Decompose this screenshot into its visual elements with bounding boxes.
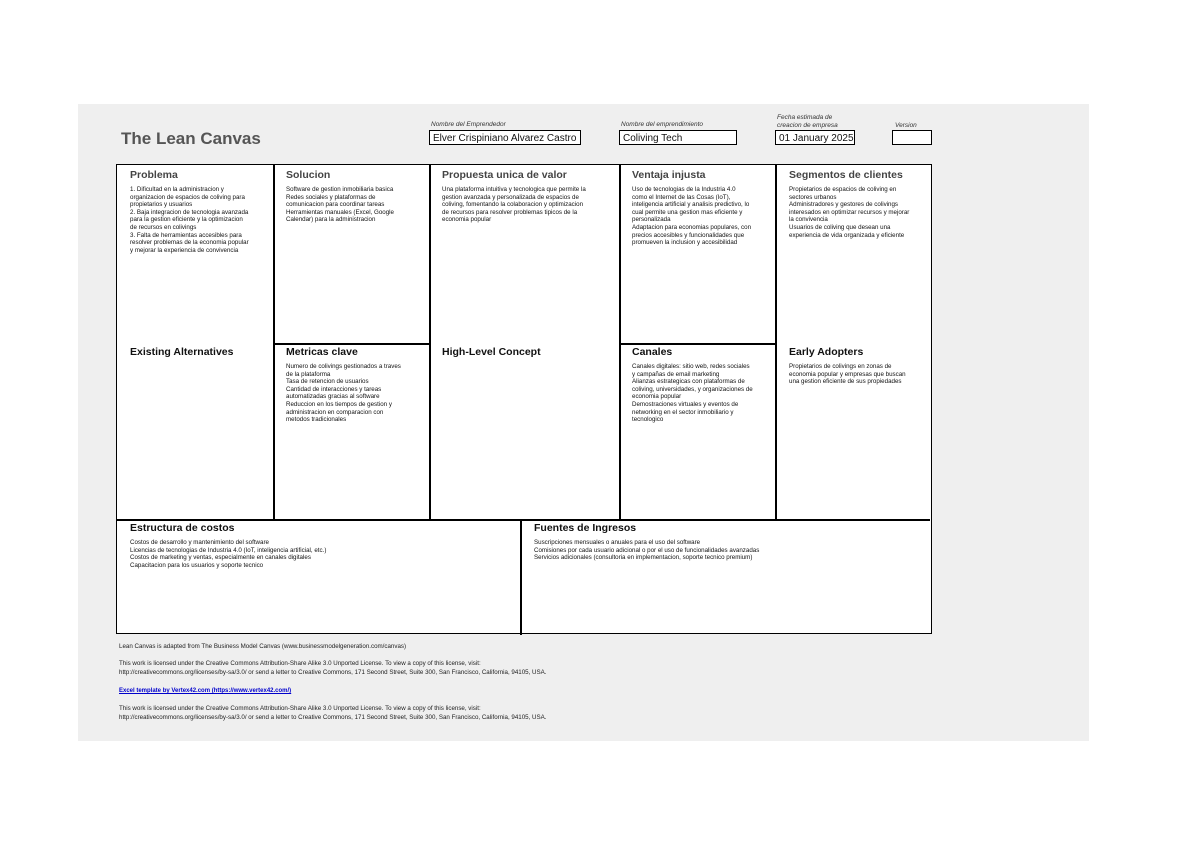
- text-line: la convivencia: [789, 216, 828, 224]
- text-line: Herramientas manuales (Excel, Google: [286, 208, 394, 216]
- text-line: de recursos en colivings: [130, 223, 197, 231]
- text-line: interesados en optimizar recursos y mejorar: [789, 208, 910, 216]
- section-metricas: [286, 346, 428, 424]
- metricas-body: [286, 363, 428, 424]
- text-line: cual permite una gestion mas eficiente y: [632, 208, 743, 216]
- text-line: experiencia de vida organizada y eficiente: [789, 231, 905, 239]
- high-level-concept-title: High-Level Concept: [442, 346, 541, 358]
- text-line: Redes sociales y plataformas de: [286, 193, 376, 201]
- divider-h-bottom: [117, 519, 930, 521]
- text-line: propietarios y usuarios: [130, 201, 193, 209]
- section-segmentos: [789, 169, 929, 239]
- text-line: automatizadas gracias al software: [286, 393, 380, 401]
- text-line: inteligencia artificial y analisis predictivo, lo: [632, 201, 750, 209]
- metricas-title: Metricas clave: [286, 346, 358, 358]
- propuesta-body: [442, 186, 617, 224]
- text-line: economia popular: [632, 393, 682, 401]
- solucion-body: [286, 186, 428, 224]
- text-line: 1. Dificultad en la administracion y: [130, 186, 224, 193]
- solucion-title: Solucion: [286, 169, 331, 181]
- text-line: y campañas de email marketing: [632, 370, 720, 378]
- ingresos-body: [534, 539, 924, 562]
- text-line: resolver problemas de la economia popular: [130, 239, 249, 247]
- footer-license-1a: This work is licensed under the Creative Commons Attribution-Share Alike 3.0 Unported License. To view a copy of this license, visit:: [119, 660, 481, 667]
- footer-adapted-text: Lean Canvas is adapted from The Business Model Canvas (www.businessmodelgeneration.com/canvas): [119, 643, 407, 650]
- costos-title: Estructura de costos: [130, 522, 235, 534]
- text-line: coliving, universidades, y organizaciones de: [632, 385, 753, 393]
- text-line: Uso de tecnologias de la Industria 4.0: [632, 186, 736, 193]
- text-line: administracion en comparacion con: [286, 408, 384, 416]
- text-line: Servicios adicionales (consultoria en implementacion, soporte tecnico premium): [534, 554, 753, 562]
- date-field[interactable]: 01 January 2025: [775, 130, 855, 145]
- section-high-level-concept: [442, 346, 617, 363]
- text-line: para la gestion eficiente y la optimizacion: [130, 216, 243, 224]
- text-line: Cantidad de interacciones y tareas: [286, 385, 382, 393]
- section-problema: [130, 169, 272, 254]
- text-line: promueven la inclusion y accesibilidad: [632, 239, 738, 247]
- ingresos-title: Fuentes de Ingresos: [534, 522, 637, 534]
- text-line: una gestion eficiente de sus propiedades: [789, 378, 902, 386]
- early-adopters-body: [789, 363, 929, 386]
- section-canales: [632, 346, 774, 424]
- footer-license-1b: http://creativecommons.org/licenses/by-sa/3.0/ or send a letter to Creative Commons, 171 Second Street, Suite 300, San Francisco, California, 94105, USA.: [119, 668, 547, 676]
- text-line: 3. Falta de herramientas accesibles para: [130, 231, 242, 239]
- venture-label: Nombre del emprendimiento: [621, 121, 704, 128]
- existing-alternatives-title: Existing Alternatives: [130, 346, 234, 358]
- section-ingresos: [534, 522, 924, 562]
- footer-license-2a: This work is licensed under the Creative Commons Attribution-Share Alike 3.0 Unported License. To view a copy of this license, visit:: [119, 705, 481, 712]
- text-line: Alianzas estrategicas con plataformas de: [632, 378, 745, 386]
- footer-adapted: [119, 643, 406, 652]
- text-line: y mejorar la experiencia de convivencia: [130, 246, 239, 254]
- propuesta-title: Propuesta unica de valor: [442, 169, 567, 181]
- text-line: Demostraciones virtuales y eventos de: [632, 400, 739, 408]
- text-line: coliving, fomentando la colaboracion y optimizacion: [442, 201, 584, 209]
- entrepreneur-label: Nombre del Emprendedor: [431, 121, 506, 128]
- problema-body: [130, 186, 272, 254]
- text-line: Canales digitales: sitio web, redes sociales: [632, 363, 750, 370]
- ventaja-body: [632, 186, 774, 247]
- text-line: Propietarios de espacios de coliving en: [789, 186, 897, 193]
- text-line: de la plataforma: [286, 370, 331, 378]
- text-line: comunicacion para coordinar tareas: [286, 201, 385, 209]
- text-line: Costos de desarrollo y mantenimiento del software: [130, 539, 269, 546]
- section-existing-alternatives: [130, 346, 272, 363]
- text-line: Suscripciones mensuales o anuales para el uso del software: [534, 539, 701, 546]
- text-line: metodos tradicionales: [286, 416, 347, 424]
- divider-h-ventaja: [619, 343, 776, 345]
- costos-body: [130, 539, 515, 569]
- text-line: Usuarios de coliving que desean una: [789, 223, 891, 231]
- text-line: Costos de marketing y ventas, especialmente en canales digitales: [130, 554, 311, 562]
- text-line: Reduccion en los tiempos de gestion y: [286, 400, 392, 408]
- text-line: Comisiones por cada usuario adicional o por el uso de funcionalidades avanzadas: [534, 546, 760, 554]
- page-title: The Lean Canvas: [121, 129, 261, 148]
- text-line: precios accesibles y funcionalidades que: [632, 231, 745, 239]
- text-line: Capacitacion para los usuarios y soporte tecnico: [130, 561, 264, 569]
- template-credit-link[interactable]: Excel template by Vertex42.com (https://www.vertex42.com/): [119, 688, 292, 694]
- text-line: Adaptacion para economias populares, con: [632, 223, 752, 231]
- text-line: sectores urbanos: [789, 193, 837, 201]
- footer-license-1: [119, 660, 547, 677]
- text-line: 2. Baja integracion de tecnologia avanzada: [130, 208, 249, 216]
- date-label-line1: Fecha estimada de: [777, 114, 833, 121]
- date-label-line2: creacion de empresa: [777, 122, 838, 129]
- segmentos-body: [789, 186, 929, 239]
- canales-title: Canales: [632, 346, 673, 358]
- text-line: tecnologico: [632, 416, 664, 424]
- text-line: gestion avanzada y personalizada de espacios de: [442, 193, 579, 201]
- segmentos-title: Segmentos de clientes: [789, 169, 903, 181]
- section-early-adopters: [789, 346, 929, 386]
- divider-h-solucion: [273, 343, 430, 345]
- entrepreneur-field[interactable]: Elver Crispiniano Alvarez Castro: [429, 130, 581, 145]
- text-line: economia popular: [442, 216, 492, 224]
- footer-license-2b: http://creativecommons.org/licenses/by-sa/3.0/ or send a letter to Creative Commons, 171 Second Street, Suite 300, San Francisco, California, 94105, USA.: [119, 713, 547, 721]
- lean-canvas-grid: [116, 164, 932, 634]
- footer-license-2: [119, 705, 547, 722]
- text-line: organizacion de espacios de coliving para: [130, 193, 245, 201]
- section-solucion: [286, 169, 428, 224]
- problema-title: Problema: [130, 169, 178, 181]
- section-ventaja: [632, 169, 774, 247]
- early-adopters-title: Early Adopters: [789, 346, 864, 358]
- venture-field[interactable]: Coliving Tech: [619, 130, 737, 145]
- text-line: Administradores y gestores de colivings: [789, 201, 899, 209]
- text-line: Licencias de tecnologias de Industria 4.0 (IoT, inteligencia artificial, etc.): [130, 546, 327, 554]
- canales-body: [632, 363, 774, 424]
- ventaja-title: Ventaja injusta: [632, 169, 706, 181]
- section-propuesta: [442, 169, 617, 224]
- text-line: economia popular y empresas que buscan: [789, 370, 906, 378]
- text-line: Una plataforma intuitiva y tecnologica que permite la: [442, 186, 586, 193]
- text-line: Tasa de retencion de usuarios: [286, 378, 369, 386]
- text-line: de recursos para resolver problemas tipicos de la: [442, 208, 578, 216]
- version-label: Version: [895, 122, 917, 129]
- text-line: personalizada: [632, 216, 671, 224]
- version-field[interactable]: [892, 130, 932, 145]
- section-costos: [130, 522, 515, 569]
- text-line: como el Internet de las Cosas (IoT),: [632, 193, 731, 201]
- text-line: Software de gestion inmobiliaria basica: [286, 186, 394, 193]
- text-line: Calendar) para la administracion: [286, 216, 376, 224]
- text-line: networking en el sector inmobiliario y: [632, 408, 734, 416]
- text-line: Propietarios de colivings en zonas de: [789, 363, 892, 370]
- text-line: Numero de colivings gestionados a traves: [286, 363, 401, 370]
- divider-v-bottom: [520, 519, 522, 635]
